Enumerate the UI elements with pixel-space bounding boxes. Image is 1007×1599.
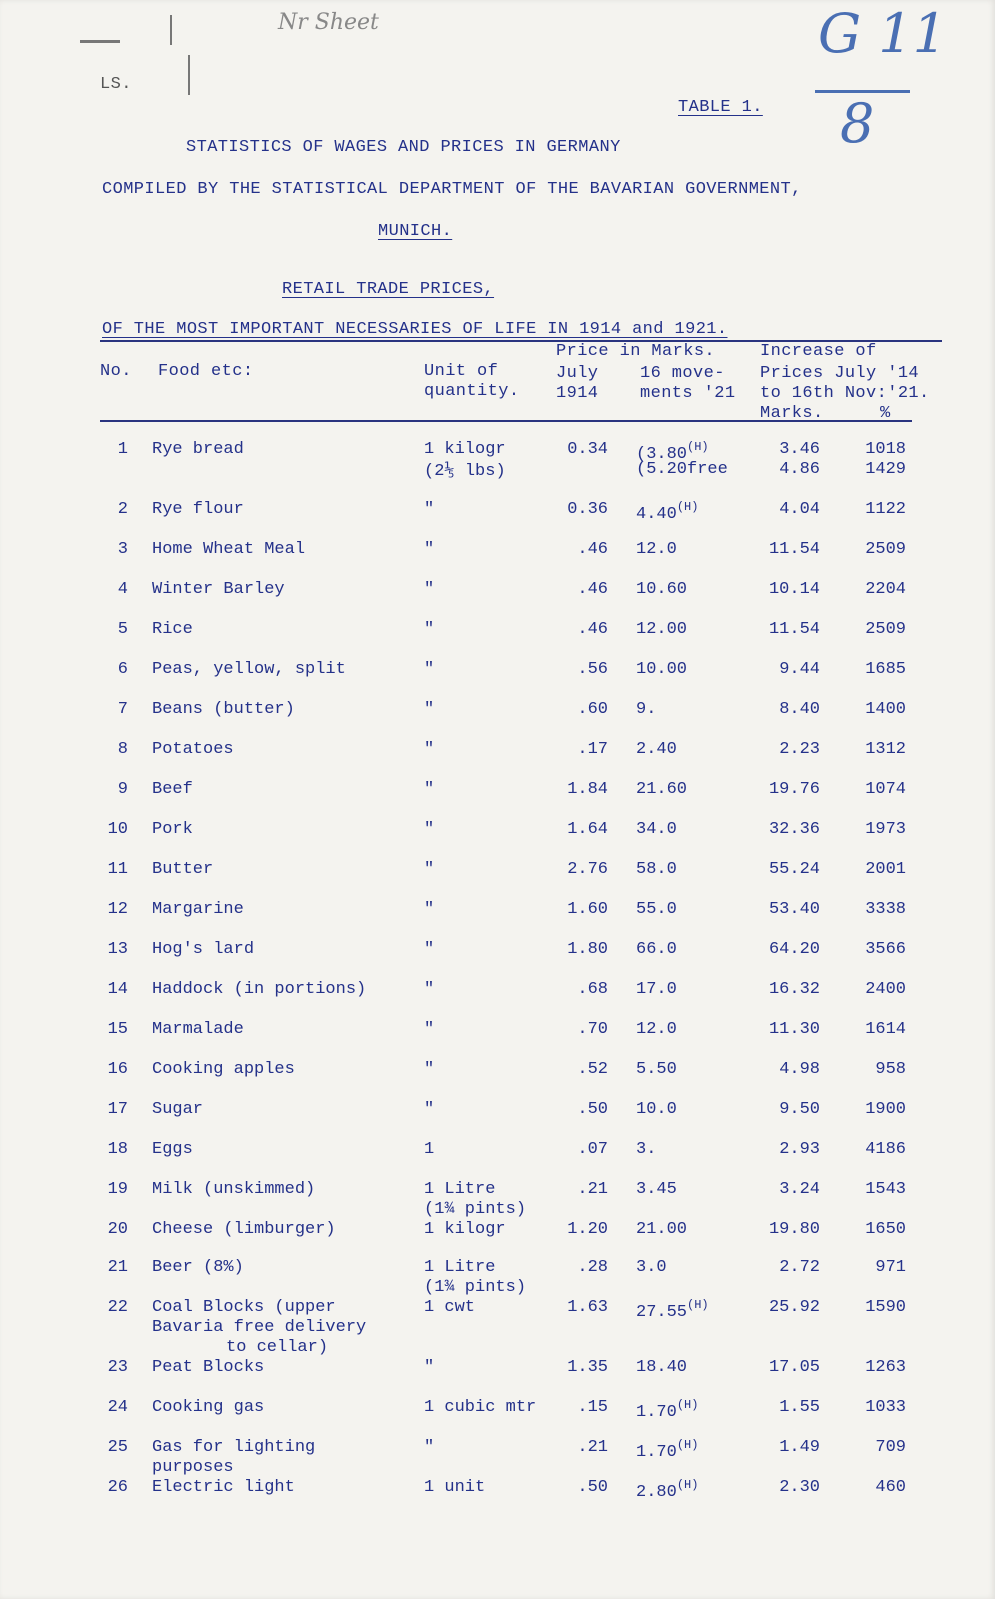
row-increase-marks: 11.54: [768, 620, 820, 639]
row-increase-percent: 1312: [865, 740, 906, 759]
header-inc-2: to 16th Nov:'21.: [760, 384, 930, 403]
row-increase-percent: 3338: [865, 900, 906, 919]
row-number: 2: [117, 500, 128, 519]
row-unit: ": [424, 1438, 435, 1457]
row-price-1921: $4.40^{(H)}$: [636, 500, 699, 524]
row-price-1914: 1.60: [567, 900, 608, 919]
row-increase-percent: 1590: [865, 1298, 906, 1317]
hand-note-superscript: (H): [676, 1438, 699, 1452]
row-number: 24: [107, 1398, 128, 1417]
row-unit: 1 cubic mtr: [424, 1398, 537, 1417]
row-price-1914: .17: [577, 740, 608, 759]
row-food: Home Wheat Meal: [152, 540, 306, 559]
handwritten-ref-bottom: 8: [840, 92, 875, 155]
row-increase-marks: 53.40: [768, 900, 820, 919]
row-increase-marks: 9.50: [779, 1100, 820, 1119]
row-food: Marmalade: [152, 1020, 244, 1039]
row-food: Electric light: [152, 1478, 295, 1497]
row-number: 6: [117, 660, 128, 679]
row-price-1914: .21: [577, 1438, 608, 1457]
row-increase-marks: 16.32: [768, 980, 820, 999]
row-number: 9: [117, 780, 128, 799]
row-increase-marks: 55.24: [768, 860, 820, 879]
row-food-line3: to cellar): [226, 1338, 329, 1357]
row-unit: ": [424, 500, 435, 519]
title-line-2: COMPILED BY THE STATISTICAL DEPARTMENT OF THE BAVARIAN GOVERNMENT,: [102, 180, 802, 199]
header-unit-2: quantity.: [424, 382, 520, 401]
row-price-1914: .46: [577, 620, 608, 639]
row-food: Gas for lighting: [152, 1438, 316, 1457]
row-unit: 1 Litre: [424, 1258, 496, 1277]
row-increase-percent: 2001: [865, 860, 906, 879]
row-price-1914: 0.36: [567, 500, 608, 519]
row-price-1921: 10.00: [636, 660, 688, 679]
row-number: 11: [107, 860, 128, 879]
row-increase-marks: 10.14: [768, 580, 820, 599]
row-number: 16: [107, 1060, 128, 1079]
row-increase-marks: 4.04: [779, 500, 820, 519]
row-price-1914: .46: [577, 580, 608, 599]
row-increase-percent: 2509: [865, 540, 906, 559]
row-price-1921: $27.55^{(H)}$: [636, 1298, 709, 1322]
pencil-mark: [188, 55, 190, 95]
handwritten-ref-top: G 11: [818, 2, 948, 65]
row-increase-percent: 1900: [865, 1100, 906, 1119]
row-food: Peas, yellow, split: [152, 660, 346, 679]
row-unit: 1 kilogr: [424, 440, 506, 459]
row-increase-marks: 3.24: [779, 1180, 820, 1199]
row-number: 14: [107, 980, 128, 999]
row-price-1914: 1.20: [567, 1220, 608, 1239]
row-unit: ": [424, 900, 435, 919]
row-unit: ": [424, 620, 435, 639]
row-price-1921: $1.70^{(H)}$: [636, 1398, 699, 1422]
row-price-1914: 1.80: [567, 940, 608, 959]
row-unit: ": [424, 980, 435, 999]
row-increase-percent: 2509: [865, 620, 906, 639]
row-number: 5: [117, 620, 128, 639]
row-number: 21: [107, 1258, 128, 1277]
header-inc-1: Prices July '14: [760, 364, 920, 383]
row-number: 1: [117, 440, 128, 459]
row-increase-percent: 3566: [865, 940, 906, 959]
row-increase-marks: 2.30: [779, 1478, 820, 1497]
row-increase-percent: 1018: [865, 440, 906, 459]
row-increase-marks: 19.80: [768, 1220, 820, 1239]
row-increase-percent-line2: 1429: [865, 460, 906, 479]
pencil-mark: [80, 40, 120, 43]
row-price-1921: $2.80^{(H)}$: [636, 1478, 699, 1502]
row-unit: 1 cwt: [424, 1298, 476, 1317]
row-increase-percent: 2204: [865, 580, 906, 599]
row-price-1914: .50: [577, 1100, 608, 1119]
table-label: TABLE 1.: [678, 98, 763, 117]
row-unit: ": [424, 1060, 435, 1079]
row-price-1914: .07: [577, 1140, 608, 1159]
row-price-1921: 12.00: [636, 620, 688, 639]
row-price-1914: .68: [577, 980, 608, 999]
row-increase-marks: 8.40: [779, 700, 820, 719]
row-unit: ": [424, 1358, 435, 1377]
row-food: Coal Blocks (upper: [152, 1298, 336, 1317]
row-number: 23: [107, 1358, 128, 1377]
row-food: Hog's lard: [152, 940, 255, 959]
row-price-1921: 18.40: [636, 1358, 688, 1377]
row-food-line2: Bavaria free delivery: [152, 1318, 367, 1337]
row-number: 10: [107, 820, 128, 839]
header-marks: Marks.: [760, 404, 824, 423]
row-price-1921: 66.0: [636, 940, 677, 959]
row-unit: ": [424, 820, 435, 839]
row-food: Butter: [152, 860, 214, 879]
header-july-1: July: [556, 364, 599, 383]
row-price-1921: 21.00: [636, 1220, 688, 1239]
subtitle-1: RETAIL TRADE PRICES,: [282, 280, 495, 299]
row-number: 15: [107, 1020, 128, 1039]
row-unit: ": [424, 940, 435, 959]
row-unit: ": [424, 580, 435, 599]
hand-note-superscript: (H): [687, 1298, 709, 1312]
row-food: Cheese (limburger): [152, 1220, 336, 1239]
row-increase-percent: 971: [875, 1258, 906, 1277]
row-increase-percent: 958: [875, 1060, 906, 1079]
row-price-1921: 3.: [636, 1140, 657, 1159]
row-food: Cooking apples: [152, 1060, 295, 1079]
row-price-1914: .56: [577, 660, 608, 679]
row-price-1921: 3.0: [636, 1258, 667, 1277]
row-increase-marks: 2.23: [779, 740, 820, 759]
row-food: Cooking gas: [152, 1398, 265, 1417]
row-price-1914: 2.76: [567, 860, 608, 879]
row-number: 17: [107, 1100, 128, 1119]
row-price-1914: .21: [577, 1180, 608, 1199]
row-increase-percent: 1614: [865, 1020, 906, 1039]
row-increase-percent: 1650: [865, 1220, 906, 1239]
row-unit: 1: [424, 1140, 435, 1159]
row-price-1914: .52: [577, 1060, 608, 1079]
row-food: Rice: [152, 620, 193, 639]
row-price-1921: 21.60: [636, 780, 688, 799]
row-unit-line2: (2⅕ lbs): [424, 462, 506, 481]
row-price-1921: 12.0: [636, 540, 677, 559]
row-price-1921: 58.0: [636, 860, 677, 879]
header-nov-1: 16 move-: [640, 364, 725, 383]
row-number: 20: [107, 1220, 128, 1239]
row-increase-percent: 1973: [865, 820, 906, 839]
row-food: Beef: [152, 780, 193, 799]
row-increase-marks: 11.30: [768, 1020, 820, 1039]
row-number: 3: [117, 540, 128, 559]
row-number: 13: [107, 940, 128, 959]
row-increase-percent: 1074: [865, 780, 906, 799]
row-number: 12: [107, 900, 128, 919]
header-increase-span: Increase of: [760, 342, 877, 361]
row-number: 8: [117, 740, 128, 759]
row-price-1914: .50: [577, 1478, 608, 1497]
row-unit: ": [424, 540, 435, 559]
row-price-1921: 3.45: [636, 1180, 677, 1199]
hand-note-superscript: (H): [676, 1478, 699, 1492]
row-unit: ": [424, 1100, 435, 1119]
row-unit: 1 Litre: [424, 1180, 496, 1199]
row-price-1921: 2.40: [636, 740, 677, 759]
row-price-1914: 1.63: [567, 1298, 608, 1317]
row-increase-percent: 1263: [865, 1358, 906, 1377]
row-price-1914: .15: [577, 1398, 608, 1417]
row-unit: 1 kilogr: [424, 1220, 506, 1239]
row-increase-marks-line2: 4.86: [779, 460, 820, 479]
row-price-1921: 12.0: [636, 1020, 677, 1039]
row-increase-marks: 17.05: [768, 1358, 820, 1377]
row-number: 26: [107, 1478, 128, 1497]
pencil-note: Nr Sheet: [278, 10, 379, 35]
row-price-1921: 10.60: [636, 580, 688, 599]
row-unit: ": [424, 780, 435, 799]
hand-note-superscript: (H): [687, 440, 709, 454]
row-food: Sugar: [152, 1100, 204, 1119]
row-increase-percent: 1400: [865, 700, 906, 719]
row-food: Milk (unskimmed): [152, 1180, 316, 1199]
row-food: Rye bread: [152, 440, 244, 459]
title-line-1: STATISTICS OF WAGES AND PRICES IN GERMANY: [186, 138, 621, 157]
row-price-1914: .46: [577, 540, 608, 559]
row-unit: ": [424, 860, 435, 879]
row-increase-marks: 64.20: [768, 940, 820, 959]
row-food: Potatoes: [152, 740, 234, 759]
row-increase-percent: 1033: [865, 1398, 906, 1417]
header-food: Food etc:: [158, 362, 254, 381]
row-price-1914: .60: [577, 700, 608, 719]
row-price-1921: 5.50: [636, 1060, 677, 1079]
row-increase-marks: 2.93: [779, 1140, 820, 1159]
row-unit: ": [424, 660, 435, 679]
header-no: No.: [100, 362, 132, 381]
row-increase-marks: 1.49: [779, 1438, 820, 1457]
row-increase-percent: 460: [875, 1478, 906, 1497]
hand-note-superscript: (H): [676, 1398, 699, 1412]
row-increase-marks: 11.54: [768, 540, 820, 559]
row-price-1914: .70: [577, 1020, 608, 1039]
row-food: Haddock (in portions): [152, 980, 367, 999]
row-increase-percent: 1122: [865, 500, 906, 519]
row-food: Margarine: [152, 900, 244, 919]
ls-mark: LS.: [100, 75, 132, 94]
header-price-span: Price in Marks.: [556, 342, 716, 361]
row-price-1914: 1.64: [567, 820, 608, 839]
row-unit: ": [424, 1020, 435, 1039]
row-increase-marks: 4.98: [779, 1060, 820, 1079]
row-increase-percent: 2400: [865, 980, 906, 999]
row-price-1921: 55.0: [636, 900, 677, 919]
header-unit-1: Unit of: [424, 362, 499, 381]
row-price-1921-free: (5.20free: [636, 460, 728, 479]
row-price-1921: 17.0: [636, 980, 677, 999]
row-food: Rye flour: [152, 500, 244, 519]
row-price-1921: $1.70^{(H)}$: [636, 1438, 699, 1462]
header-percent: %: [880, 404, 891, 423]
row-increase-percent: 709: [875, 1438, 906, 1457]
row-increase-percent: 1543: [865, 1180, 906, 1199]
row-unit: 1 unit: [424, 1478, 486, 1497]
row-price-1914: 0.34: [567, 440, 608, 459]
row-price-1921: 10.0: [636, 1100, 677, 1119]
row-increase-marks: 9.44: [779, 660, 820, 679]
row-unit: ": [424, 740, 435, 759]
row-unit: ": [424, 700, 435, 719]
row-increase-marks: 25.92: [768, 1298, 820, 1317]
row-price-1921: ($3.80^{(H)}$: [636, 440, 709, 464]
row-food-line2: purposes: [152, 1458, 234, 1477]
header-nov-2: ments '21: [640, 384, 736, 403]
title-line-3: MUNICH.: [378, 222, 453, 241]
row-increase-percent: 4186: [865, 1140, 906, 1159]
row-food: Peat Blocks: [152, 1358, 265, 1377]
row-number: 18: [107, 1140, 128, 1159]
row-food: Beer (8%): [152, 1258, 244, 1277]
row-increase-percent: 1685: [865, 660, 906, 679]
row-price-1914: 1.35: [567, 1358, 608, 1377]
row-food: Pork: [152, 820, 193, 839]
row-price-1921: 34.0: [636, 820, 677, 839]
row-increase-marks: 1.55: [779, 1398, 820, 1417]
row-increase-marks: 32.36: [768, 820, 820, 839]
row-number: 19: [107, 1180, 128, 1199]
row-food: Beans (butter): [152, 700, 295, 719]
row-price-1914: .28: [577, 1258, 608, 1277]
pencil-mark: [170, 15, 172, 45]
row-increase-marks: 19.76: [768, 780, 820, 799]
row-unit-line2: (1¾ pints): [424, 1200, 527, 1219]
row-food: Winter Barley: [152, 580, 285, 599]
row-number: 22: [107, 1298, 128, 1317]
row-price-1921: 9.: [636, 700, 657, 719]
row-food: Eggs: [152, 1140, 193, 1159]
hand-note-superscript: (H): [676, 500, 699, 514]
row-number: 4: [117, 580, 128, 599]
row-number: 7: [117, 700, 128, 719]
row-unit-line2: (1¾ pints): [424, 1278, 527, 1297]
header-july-2: 1914: [556, 384, 599, 403]
row-price-1914: 1.84: [567, 780, 608, 799]
row-number: 25: [107, 1438, 128, 1457]
subtitle-2: OF THE MOST IMPORTANT NECESSARIES OF LIFE IN 1914 and 1921.: [102, 320, 728, 339]
row-increase-marks: 2.72: [779, 1258, 820, 1277]
row-increase-marks: 3.46: [779, 440, 820, 459]
